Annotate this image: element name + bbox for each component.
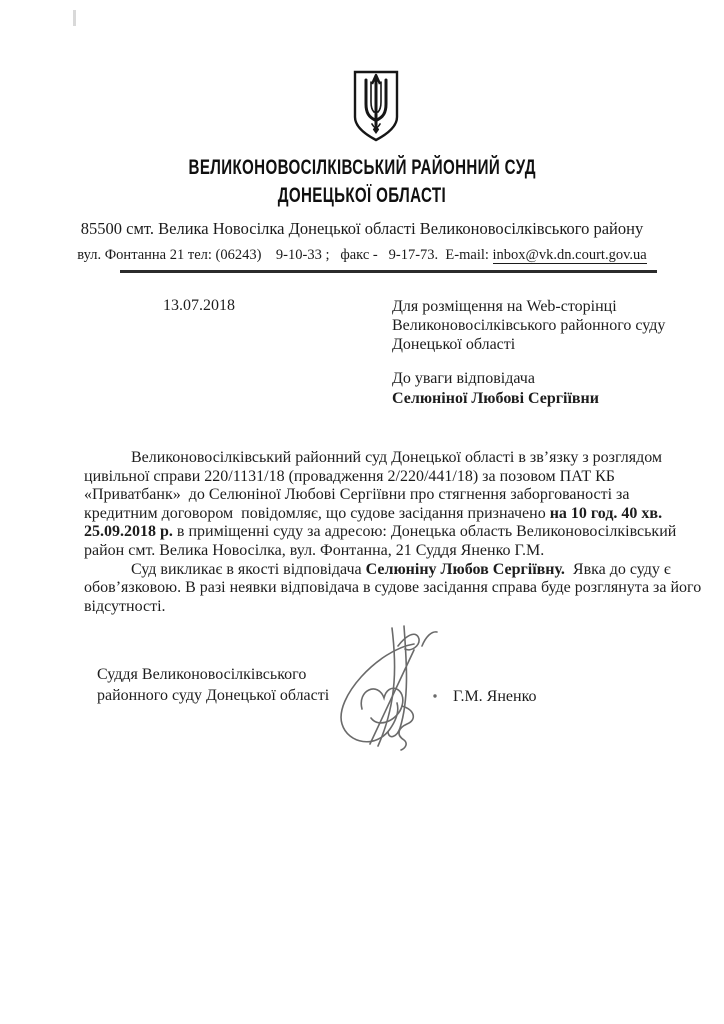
web-note-line: Для розміщення на Web-сторінці (392, 298, 617, 315)
header-divider-rule (120, 270, 657, 273)
attention-label: До уваги відповідача (392, 370, 535, 387)
contact-text: вул. Фонтанна 21 тел: (06243) 9-10-33 ; факс - 9-17-73. E-mail: (77, 247, 493, 263)
body-line: «Приватбанк» до Селюніної Любові Сергіївни про стягнення заборгованості за (84, 486, 630, 504)
body-line: обов’язковою. В разі неявки відповідача в судове засідання справа буде розглянута за його (84, 579, 702, 597)
court-contacts (0, 247, 724, 264)
signature-ink-dot (433, 694, 436, 697)
body-line: район смт. Велика Новосілка, вул. Фонтанна, 21 Суддя Яненко Г.М. (84, 541, 545, 559)
judge-title (97, 664, 329, 706)
body-line: цивільної справи 220/1131/18 (провадження 2/220/441/18) за позовом ПАТ КБ (84, 467, 615, 485)
body-line: Суд викликає в якості відповідача Селюніну Любов Сергіївну. Явка до суду є (131, 560, 671, 578)
scan-artifact-mark (73, 10, 76, 26)
attention-block (392, 369, 599, 409)
judge-name: Г.М. Яненко (453, 688, 537, 705)
notice-body-text (84, 449, 702, 616)
document-date: 13.07.2018 (163, 297, 235, 314)
court-address: 85500 смт. Велика Новосілка Донецької області Великоновосілківського району (80, 219, 644, 238)
web-posting-note (392, 297, 665, 354)
body-line: Великоновосілківський районний суд Донецької області в зв’язку з розглядом (131, 449, 663, 466)
judge-title-line: Суддя Великоновосілківського (97, 666, 307, 683)
judge-title-line: районного суду Донецької області (97, 687, 330, 704)
court-name-line2: ДОНЕЦЬКОЇ ОБЛАСТІ (277, 184, 447, 207)
handwritten-signature (318, 616, 450, 754)
web-note-line: Донецької області (392, 336, 516, 353)
body-line: відсутності. (84, 597, 166, 615)
web-note-line: Великоновосілківського районного суду (392, 317, 666, 334)
body-line: кредитним договором повідомляє, що судове засідання призначено на 10 год. 40 хв. (84, 504, 663, 522)
body-line: 25.09.2018 р. в приміщенні суду за адресою: Донецька область Великоновосілківський (84, 523, 677, 541)
defendant-name: Селюніної Любові Сергіївни (392, 390, 599, 407)
email-link[interactable]: inbox@vk.dn.court.gov.ua (492, 247, 647, 263)
court-name-line1: ВЕЛИКОНОВОСІЛКІВСЬКИЙ РАЙОННИЙ СУД (188, 156, 536, 179)
ukraine-trident-emblem-icon (351, 69, 401, 143)
